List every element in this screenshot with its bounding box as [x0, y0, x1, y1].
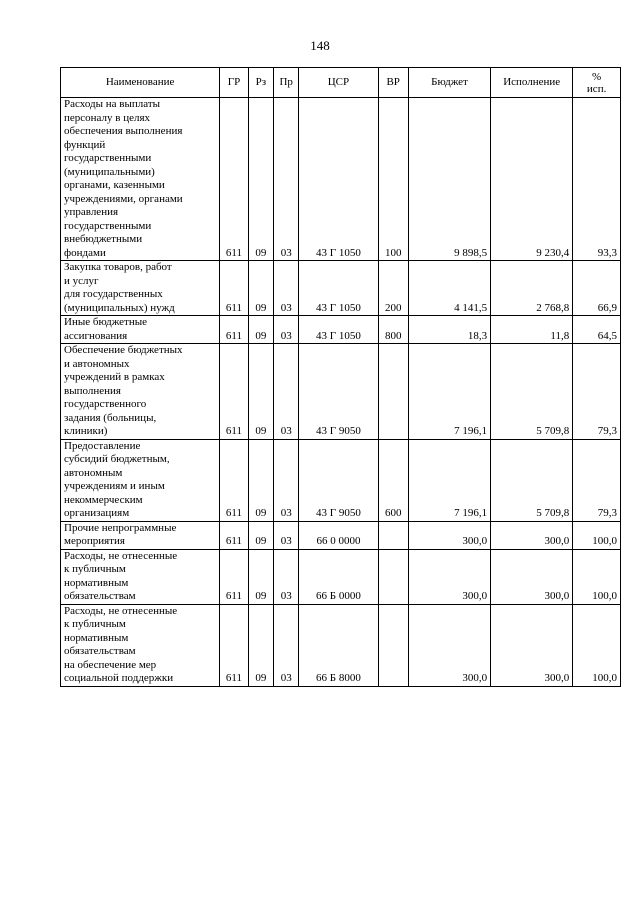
row-budget: 300,0: [408, 521, 490, 549]
row-name: Расходы, не отнесенные к публичным нормативным обязательствам: [61, 549, 220, 604]
header-name: Наименование: [61, 68, 220, 98]
row-execution: 300,0: [491, 604, 573, 686]
row-csr: 43 Г 1050: [299, 261, 378, 316]
row-rz: 09: [248, 98, 273, 261]
header-vr: ВР: [378, 68, 408, 98]
row-rz: 09: [248, 521, 273, 549]
row-execution: 5 709,8: [491, 344, 573, 440]
page-number: 148: [310, 38, 330, 53]
row-csr: 43 Г 9050: [299, 439, 378, 521]
row-execution: 300,0: [491, 549, 573, 604]
row-vr: [378, 604, 408, 686]
row-name: Расходы на выплаты персоналу в целях обеспечения выполнения функций государственными (муниципальными) органами, казенными учреждениями, органами управления государственными внебюджетными фондами: [61, 98, 220, 261]
row-pr: 03: [274, 521, 299, 549]
row-gr: 611: [220, 316, 248, 344]
table-row: [61, 261, 621, 316]
row-pr: 03: [274, 98, 299, 261]
row-budget: 7 196,1: [408, 344, 490, 440]
row-pr: 03: [274, 261, 299, 316]
table-header-row: [61, 68, 621, 98]
row-rz: 09: [248, 344, 273, 440]
row-percent: 64,5: [573, 316, 621, 344]
row-budget: 4 141,5: [408, 261, 490, 316]
header-gr: ГР: [220, 68, 248, 98]
row-vr: 200: [378, 261, 408, 316]
row-execution: 9 230,4: [491, 98, 573, 261]
row-execution: 300,0: [491, 521, 573, 549]
row-csr: 43 Г 1050: [299, 316, 378, 344]
row-csr: 66 Б 0000: [299, 549, 378, 604]
header-budget: Бюджет: [408, 68, 490, 98]
row-rz: 09: [248, 439, 273, 521]
row-gr: 611: [220, 549, 248, 604]
table-row: [61, 98, 621, 261]
row-percent: 100,0: [573, 521, 621, 549]
row-percent: 79,3: [573, 439, 621, 521]
table-row: [61, 549, 621, 604]
row-name: Обеспечение бюджетных и автономных учреждений в рамках выполнения государственного задания (больницы, клиники): [61, 344, 220, 440]
row-gr: 611: [220, 604, 248, 686]
row-name: Закупка товаров, работ и услуг для государственных (муниципальных) нужд: [61, 261, 220, 316]
row-gr: 611: [220, 261, 248, 316]
row-pr: 03: [274, 549, 299, 604]
row-pr: 03: [274, 344, 299, 440]
row-name: Прочие непрограммные мероприятия: [61, 521, 220, 549]
row-name: Предоставление субсидий бюджетным, автономным учреждениям и иным некоммерческим организациям: [61, 439, 220, 521]
row-budget: 300,0: [408, 604, 490, 686]
row-budget: 18,3: [408, 316, 490, 344]
row-vr: [378, 549, 408, 604]
row-gr: 611: [220, 344, 248, 440]
row-gr: 611: [220, 439, 248, 521]
row-rz: 09: [248, 316, 273, 344]
row-csr: 43 Г 9050: [299, 344, 378, 440]
table-row: [61, 439, 621, 521]
row-pr: 03: [274, 604, 299, 686]
row-vr: [378, 521, 408, 549]
row-percent: 93,3: [573, 98, 621, 261]
row-percent: 79,3: [573, 344, 621, 440]
row-csr: 66 0 0000: [299, 521, 378, 549]
row-gr: 611: [220, 521, 248, 549]
row-budget: 7 196,1: [408, 439, 490, 521]
table-row: [61, 316, 621, 344]
row-percent: 100,0: [573, 549, 621, 604]
header-execution: Исполнение: [491, 68, 573, 98]
table-row: [61, 604, 621, 686]
row-rz: 09: [248, 261, 273, 316]
row-name: Расходы, не отнесенные к публичным нормативным обязательствам на обеспечение мер социальной поддержки: [61, 604, 220, 686]
row-csr: 66 Б 8000: [299, 604, 378, 686]
row-pr: 03: [274, 316, 299, 344]
row-vr: 600: [378, 439, 408, 521]
header-csr: ЦСР: [299, 68, 378, 98]
table-row: [61, 521, 621, 549]
row-vr: [378, 344, 408, 440]
row-budget: 9 898,5: [408, 98, 490, 261]
budget-execution-table: [60, 67, 621, 687]
row-percent: 66,9: [573, 261, 621, 316]
row-name: Иные бюджетные ассигнования: [61, 316, 220, 344]
row-gr: 611: [220, 98, 248, 261]
row-csr: 43 Г 1050: [299, 98, 378, 261]
row-execution: 11,8: [491, 316, 573, 344]
row-rz: 09: [248, 604, 273, 686]
row-execution: 5 709,8: [491, 439, 573, 521]
row-budget: 300,0: [408, 549, 490, 604]
row-execution: 2 768,8: [491, 261, 573, 316]
header-pr: Пр: [274, 68, 299, 98]
row-vr: 800: [378, 316, 408, 344]
row-rz: 09: [248, 549, 273, 604]
row-percent: 100,0: [573, 604, 621, 686]
row-vr: 100: [378, 98, 408, 261]
row-pr: 03: [274, 439, 299, 521]
header-percent: % исп.: [573, 68, 621, 98]
table-row: [61, 344, 621, 440]
header-rz: Рз: [248, 68, 273, 98]
